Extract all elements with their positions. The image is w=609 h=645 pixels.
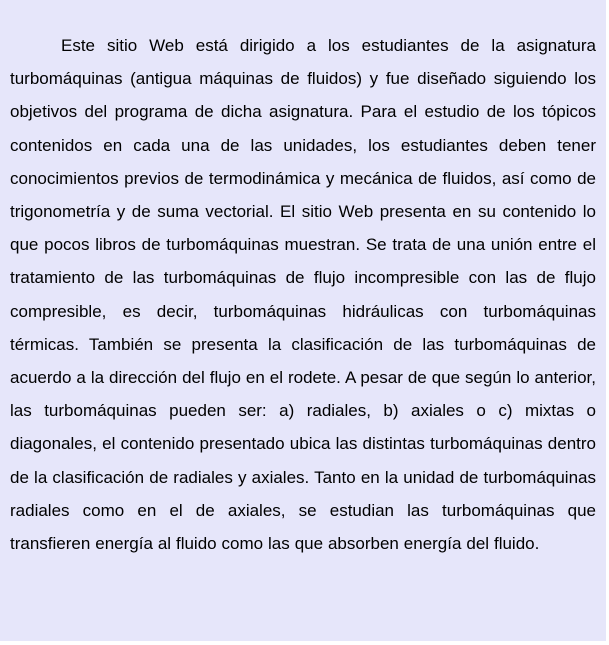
- intro-paragraph: Este sitio Web está dirigido a los estudiantes de la asignatura turbomáquinas (antigua máquinas de fluidos) y fue diseñado siguiendo los objetivos del programa de dicha asignatura. Para el estudio de los tópicos contenidos en cada una de las unidades, los estudiantes deben tener conocimientos previos de termodinámica y mecánica de fluidos, así como de trigonometría y de suma vectorial. El sitio Web presenta en su contenido lo que pocos libros de turbomáquinas muestran. Se trata de una unión entre el tratamiento de las turbomáquinas de flujo incompresible con las de flujo compresible, es decir, turbomáquinas hidráulicas con turbomáquinas térmicas. También se presenta la clasificación de las turbomáquinas de acuerdo a la dirección del flujo en el rodete. A pesar de que según lo anterior, las turbomáquinas pueden ser: a) radiales, b) axiales o c) mixtas o diagonales, el contenido presentado ubica las distintas turbomáquinas dentro de la clasificación de radiales y axiales. Tanto en la unidad de turbomáquinas radiales como en el de axiales, se estudian las turbomáquinas que transfieren energía al fluido como las que absorben energía del fluido.: [10, 36, 596, 554]
- page-margin-bottom: [0, 641, 609, 645]
